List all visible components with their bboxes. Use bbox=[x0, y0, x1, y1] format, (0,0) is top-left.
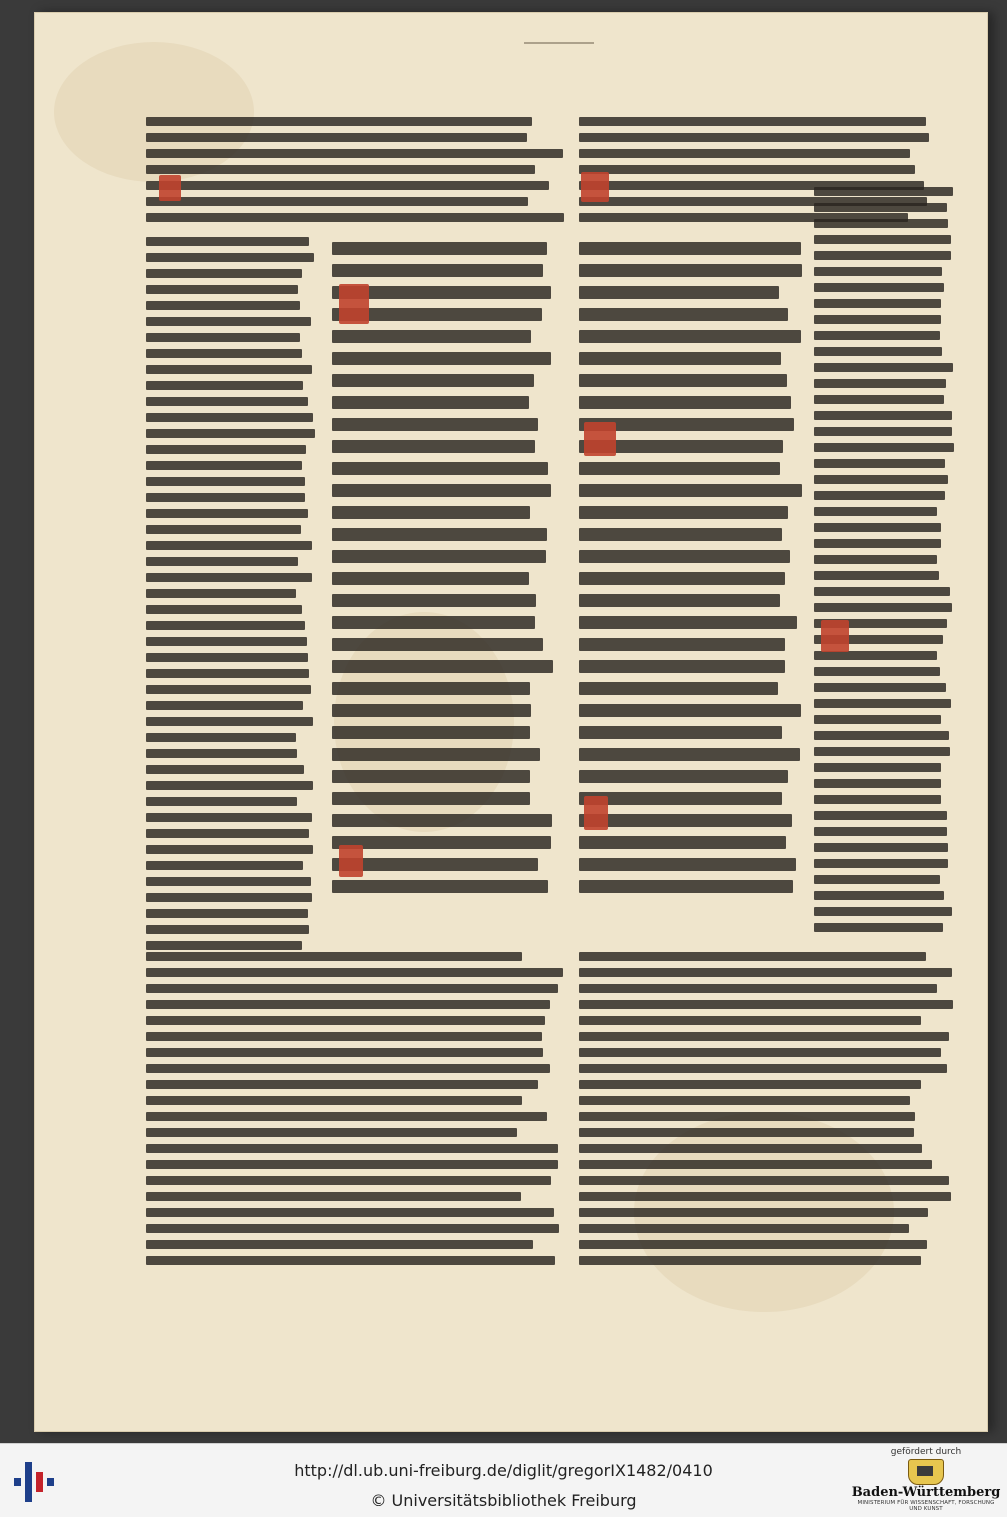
illegible-text-line bbox=[579, 984, 937, 993]
illegible-text-line bbox=[814, 251, 951, 260]
illegible-text-line bbox=[814, 587, 950, 596]
copyright-notice: © Universitätsbibliothek Freiburg bbox=[370, 1491, 637, 1510]
illegible-text-line bbox=[579, 462, 780, 475]
illegible-text-line bbox=[146, 621, 305, 630]
illegible-text-line bbox=[146, 845, 313, 854]
illegible-text-line bbox=[579, 165, 915, 174]
illegible-text-line bbox=[579, 117, 926, 126]
illegible-text-line bbox=[814, 219, 948, 228]
illegible-text-line bbox=[579, 1096, 910, 1105]
illegible-text-line bbox=[146, 117, 532, 126]
illegible-text-line bbox=[146, 685, 311, 694]
illegible-text-line bbox=[146, 909, 308, 918]
illegible-text-line bbox=[814, 283, 944, 292]
illegible-text-line bbox=[814, 699, 951, 708]
illegible-text-line bbox=[579, 726, 782, 739]
main-text-column-2 bbox=[579, 242, 804, 922]
illegible-text-line bbox=[146, 637, 307, 646]
illegible-text-line bbox=[579, 1160, 932, 1169]
illegible-text-line bbox=[579, 572, 785, 585]
illegible-text-line bbox=[146, 149, 563, 158]
illegible-text-line bbox=[146, 1000, 550, 1009]
illegible-text-line bbox=[332, 352, 551, 365]
illegible-text-line bbox=[146, 557, 298, 566]
illegible-text-line bbox=[146, 509, 308, 518]
illegible-text-line bbox=[814, 315, 941, 324]
illegible-text-line bbox=[579, 836, 786, 849]
illegible-text-line bbox=[814, 411, 952, 420]
illegible-text-line bbox=[146, 717, 313, 726]
illegible-text-line bbox=[332, 682, 530, 695]
illegible-text-line bbox=[146, 253, 314, 262]
illegible-text-line bbox=[579, 1256, 921, 1265]
illegible-text-line bbox=[146, 1224, 559, 1233]
rubricated-initial bbox=[821, 620, 849, 652]
illegible-text-line bbox=[332, 616, 535, 629]
illegible-text-line bbox=[146, 397, 308, 406]
illegible-text-line bbox=[814, 507, 937, 516]
illegible-text-line bbox=[579, 1016, 921, 1025]
illegible-text-line bbox=[814, 235, 951, 244]
illegible-text-line bbox=[814, 603, 952, 612]
illegible-text-line bbox=[814, 779, 941, 788]
gloss-bottom-left bbox=[146, 952, 566, 1272]
illegible-text-line bbox=[146, 952, 522, 961]
illegible-text-line bbox=[146, 1176, 551, 1185]
illegible-text-line bbox=[579, 1048, 941, 1057]
illegible-text-line bbox=[146, 1048, 543, 1057]
illegible-text-line bbox=[814, 763, 941, 772]
illegible-text-line bbox=[146, 1208, 554, 1217]
illegible-text-line bbox=[814, 443, 954, 452]
illegible-text-line bbox=[332, 484, 551, 497]
illegible-text-line bbox=[146, 877, 311, 886]
illegible-text-line bbox=[814, 923, 943, 932]
illegible-text-line bbox=[579, 1224, 909, 1233]
illegible-text-line bbox=[579, 550, 790, 563]
illegible-text-line bbox=[579, 1112, 915, 1121]
rubricated-initial bbox=[581, 172, 609, 202]
illegible-text-line bbox=[146, 1128, 517, 1137]
illegible-text-line bbox=[579, 952, 926, 961]
gloss-right bbox=[814, 187, 954, 947]
illegible-text-line bbox=[579, 770, 788, 783]
illegible-text-line bbox=[332, 440, 535, 453]
illegible-text-line bbox=[146, 445, 306, 454]
illegible-text-line bbox=[814, 459, 945, 468]
illegible-text-line bbox=[146, 1112, 547, 1121]
illegible-text-line bbox=[579, 1032, 949, 1041]
illegible-text-line bbox=[579, 638, 785, 651]
illegible-text-line bbox=[146, 333, 300, 342]
illegible-text-line bbox=[146, 653, 308, 662]
rubricated-initial bbox=[159, 175, 181, 201]
illegible-text-line bbox=[814, 715, 941, 724]
illegible-text-line bbox=[579, 616, 797, 629]
illegible-text-line bbox=[579, 330, 801, 343]
funded-by-label: gefördert durch bbox=[890, 1447, 962, 1457]
illegible-text-line bbox=[146, 541, 312, 550]
illegible-text-line bbox=[146, 1032, 542, 1041]
illegible-text-line bbox=[146, 968, 563, 977]
funder-ministry: MINISTERIUM FÜR WISSENSCHAFT, FORSCHUNG UND KUNST bbox=[857, 1500, 995, 1512]
illegible-text-line bbox=[146, 813, 312, 822]
illegible-text-line bbox=[146, 429, 315, 438]
illegible-text-line bbox=[146, 197, 528, 206]
illegible-text-line bbox=[814, 667, 940, 676]
illegible-text-line bbox=[579, 506, 788, 519]
illegible-text-line bbox=[579, 1000, 953, 1009]
illegible-text-line bbox=[146, 525, 301, 534]
illegible-text-line bbox=[332, 374, 534, 387]
illegible-text-line bbox=[332, 528, 547, 541]
illegible-text-line bbox=[332, 264, 543, 277]
illegible-text-line bbox=[579, 748, 800, 761]
illegible-text-line bbox=[146, 1256, 555, 1265]
illegible-text-line bbox=[146, 349, 302, 358]
illegible-text-line bbox=[146, 493, 305, 502]
rubricated-initial bbox=[584, 422, 616, 456]
illegible-text-line bbox=[146, 797, 297, 806]
illegible-text-line bbox=[814, 379, 946, 388]
gloss-top-left bbox=[146, 117, 566, 237]
gloss-bottom-right bbox=[579, 952, 954, 1272]
viewer-footer bbox=[0, 1443, 1007, 1517]
header-rule bbox=[524, 42, 594, 44]
illegible-text-line bbox=[579, 264, 802, 277]
illegible-text-line bbox=[146, 1080, 538, 1089]
illegible-text-line bbox=[146, 669, 309, 678]
illegible-text-line bbox=[146, 765, 304, 774]
illegible-text-line bbox=[814, 299, 941, 308]
illegible-text-line bbox=[814, 795, 941, 804]
illegible-text-line bbox=[146, 301, 300, 310]
illegible-text-line bbox=[332, 836, 551, 849]
illegible-text-line bbox=[814, 651, 937, 660]
illegible-text-line bbox=[146, 285, 298, 294]
illegible-text-line bbox=[146, 984, 558, 993]
illegible-text-line bbox=[814, 491, 945, 500]
illegible-text-line bbox=[579, 396, 791, 409]
illegible-text-line bbox=[146, 589, 296, 598]
illegible-text-line bbox=[579, 968, 952, 977]
illegible-text-line bbox=[146, 1064, 550, 1073]
illegible-text-line bbox=[814, 395, 944, 404]
illegible-text-line bbox=[146, 941, 302, 950]
illegible-text-line bbox=[146, 133, 527, 142]
illegible-text-line bbox=[814, 555, 937, 564]
illegible-text-line bbox=[814, 571, 939, 580]
illegible-text-line bbox=[146, 165, 535, 174]
illegible-text-line bbox=[579, 308, 788, 321]
illegible-text-line bbox=[814, 811, 947, 820]
illegible-text-line bbox=[579, 814, 792, 827]
illegible-text-line bbox=[814, 187, 953, 196]
rubricated-initial bbox=[339, 845, 363, 877]
illegible-text-line bbox=[146, 269, 302, 278]
illegible-text-line bbox=[579, 880, 793, 893]
illegible-text-line bbox=[146, 573, 312, 582]
illegible-text-line bbox=[146, 701, 303, 710]
illegible-text-line bbox=[814, 747, 950, 756]
illegible-text-line bbox=[146, 781, 313, 790]
illegible-text-line bbox=[579, 792, 782, 805]
illegible-text-line bbox=[579, 149, 910, 158]
illegible-text-line bbox=[579, 1144, 922, 1153]
illegible-text-line bbox=[579, 242, 801, 255]
illegible-text-line bbox=[332, 462, 548, 475]
illegible-text-line bbox=[332, 792, 530, 805]
illegible-text-line bbox=[146, 1096, 522, 1105]
illegible-text-line bbox=[814, 475, 948, 484]
illegible-text-line bbox=[332, 880, 548, 893]
funder-name: Baden-Württemberg bbox=[851, 1485, 1001, 1500]
funder-block bbox=[851, 1446, 1001, 1516]
illegible-text-line bbox=[146, 381, 303, 390]
illegible-text-line bbox=[146, 1144, 558, 1153]
illegible-text-line bbox=[579, 1176, 949, 1185]
illegible-text-line bbox=[332, 572, 529, 585]
illegible-text-line bbox=[814, 859, 948, 868]
illegible-text-line bbox=[332, 506, 530, 519]
illegible-text-line bbox=[332, 396, 529, 409]
illegible-text-line bbox=[814, 523, 941, 532]
illegible-text-line bbox=[579, 374, 787, 387]
illegible-text-line bbox=[579, 352, 781, 365]
illegible-text-line bbox=[579, 286, 779, 299]
illegible-text-line bbox=[814, 827, 947, 836]
illegible-text-line bbox=[579, 1128, 914, 1137]
illegible-text-line bbox=[332, 814, 552, 827]
illegible-text-line bbox=[146, 605, 302, 614]
illegible-text-line bbox=[146, 893, 312, 902]
illegible-text-line bbox=[332, 726, 530, 739]
illegible-text-line bbox=[814, 267, 942, 276]
illegible-text-line bbox=[814, 331, 940, 340]
baden-wuerttemberg-crest-icon bbox=[908, 1459, 944, 1485]
illegible-text-line bbox=[146, 413, 313, 422]
illegible-text-line bbox=[814, 891, 944, 900]
illegible-text-line bbox=[146, 1016, 545, 1025]
illegible-text-line bbox=[332, 638, 543, 651]
illegible-text-line bbox=[579, 594, 780, 607]
illegible-text-line bbox=[146, 749, 297, 758]
illegible-text-line bbox=[146, 213, 564, 222]
illegible-text-line bbox=[579, 682, 778, 695]
illegible-text-line bbox=[146, 733, 296, 742]
illegible-text-line bbox=[814, 539, 941, 548]
illegible-text-line bbox=[146, 925, 309, 934]
illegible-text-line bbox=[332, 748, 540, 761]
illegible-text-line bbox=[814, 875, 940, 884]
illegible-text-line bbox=[332, 418, 538, 431]
illegible-text-line bbox=[332, 660, 553, 673]
illegible-text-line bbox=[146, 237, 309, 246]
illegible-text-line bbox=[332, 594, 536, 607]
illegible-text-line bbox=[332, 550, 546, 563]
illegible-text-line bbox=[579, 1192, 951, 1201]
rubricated-initial bbox=[584, 796, 608, 830]
illegible-text-line bbox=[146, 829, 309, 838]
illegible-text-line bbox=[579, 528, 782, 541]
illegible-text-line bbox=[579, 1080, 921, 1089]
permalink-url[interactable]: http://dl.ub.uni-freiburg.de/diglit/gregorIX1482/0410 bbox=[294, 1461, 713, 1480]
illegible-text-line bbox=[579, 704, 801, 717]
illegible-text-line bbox=[146, 1160, 558, 1169]
illegible-text-line bbox=[814, 683, 946, 692]
illegible-text-line bbox=[332, 704, 531, 717]
illegible-text-line bbox=[146, 477, 305, 486]
illegible-text-line bbox=[579, 133, 929, 142]
illegible-text-line bbox=[579, 1064, 947, 1073]
illegible-text-line bbox=[814, 731, 949, 740]
illegible-text-line bbox=[814, 347, 942, 356]
gloss-left bbox=[146, 237, 316, 957]
illegible-text-line bbox=[146, 461, 302, 470]
illegible-text-line bbox=[146, 317, 311, 326]
manuscript-page bbox=[34, 12, 988, 1432]
illegible-text-line bbox=[579, 1208, 928, 1217]
illegible-text-line bbox=[146, 1192, 521, 1201]
illegible-text-line bbox=[814, 843, 948, 852]
illegible-text-line bbox=[579, 858, 796, 871]
illegible-text-line bbox=[814, 427, 952, 436]
illegible-text-line bbox=[579, 1240, 927, 1249]
illegible-text-line bbox=[579, 660, 785, 673]
illegible-text-line bbox=[814, 907, 952, 916]
illegible-text-line bbox=[332, 770, 530, 783]
illegible-text-line bbox=[814, 363, 953, 372]
main-text-column-1 bbox=[332, 242, 554, 922]
rubricated-initial bbox=[339, 284, 369, 324]
illegible-text-line bbox=[332, 330, 531, 343]
illegible-text-line bbox=[332, 242, 547, 255]
illegible-text-line bbox=[146, 861, 303, 870]
illegible-text-line bbox=[814, 203, 947, 212]
illegible-text-line bbox=[146, 365, 312, 374]
illegible-text-line bbox=[146, 1240, 533, 1249]
illegible-text-line bbox=[579, 484, 802, 497]
illegible-text-line bbox=[146, 181, 549, 190]
